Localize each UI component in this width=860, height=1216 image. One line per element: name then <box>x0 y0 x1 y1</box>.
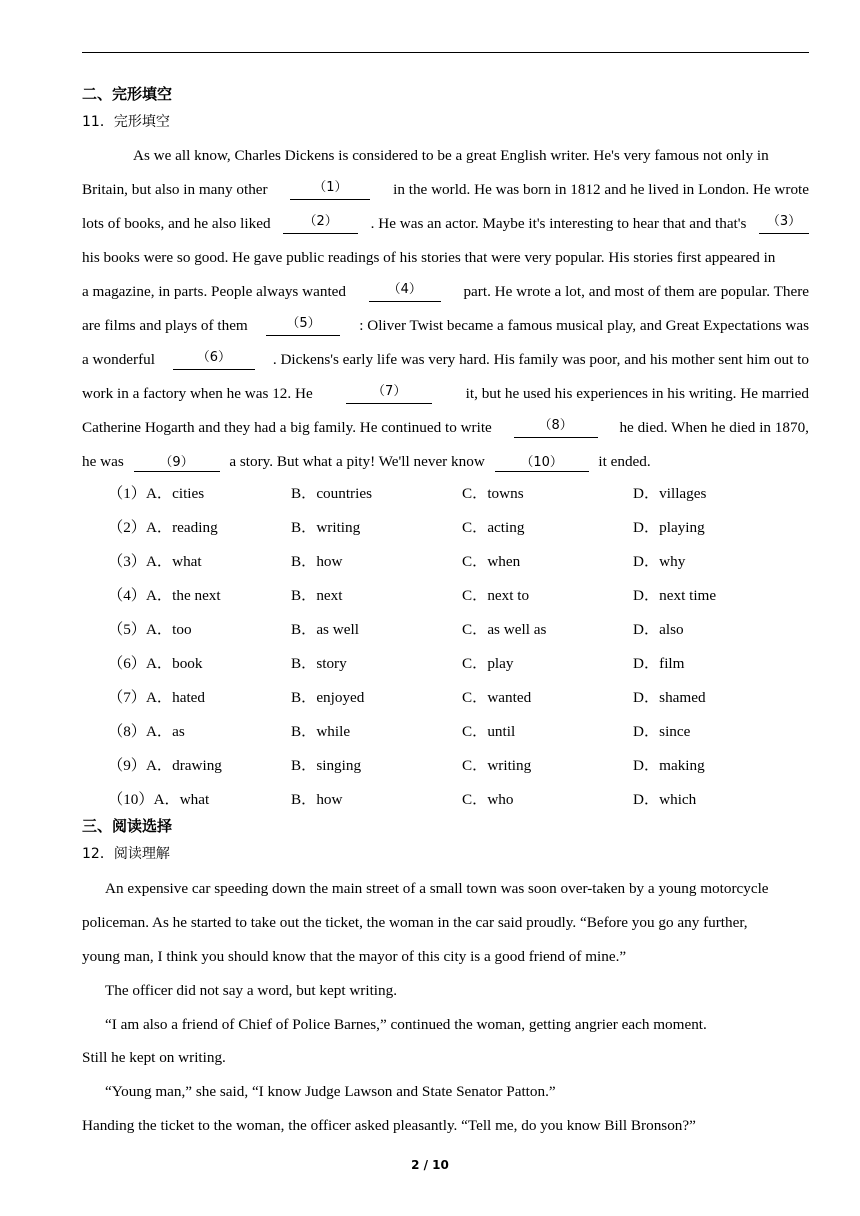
passage-line: lots of books, and he also liked （2） . He was an actor. Maybe it's interesting to hear that and that's （3） <box>82 214 809 234</box>
passage-line: a wonderful （6） . Dickens's early life was very hard. His family was poor, and his mother sent him out to <box>82 350 809 368</box>
passage-line: are films and plays of them （5） : Oliver Twist became a famous musical play, and Great Expectations was <box>82 316 809 334</box>
option-a[interactable]: （8）A．as <box>108 723 185 740</box>
option-d[interactable]: D．villages <box>633 485 707 502</box>
option-b[interactable]: B．how <box>291 791 343 808</box>
option-c[interactable]: C．writing <box>462 757 532 774</box>
option-b[interactable]: B．story <box>291 655 347 672</box>
option-a[interactable]: （3）A．what <box>108 553 202 570</box>
option-d[interactable]: D．film <box>633 655 685 672</box>
option-b[interactable]: B．next <box>291 587 343 604</box>
reading-line: “Young man,” she said, “I know Judge Lawson and State Senator Patton.” <box>105 1083 556 1100</box>
option-a[interactable]: （10）A．what <box>108 791 210 808</box>
passage-line: Britain, but also in many other （1） in the world. He was born in 1812 and he lived in London. He wrote <box>82 180 809 198</box>
header-rule <box>82 52 809 53</box>
option-a[interactable]: （5）A．too <box>108 621 192 638</box>
option-a[interactable]: （2）A．reading <box>108 519 218 536</box>
reading-line: policeman. As he started to take out the ticket, the woman in the car said proudly. “Before you go any further, <box>82 914 748 931</box>
question-label-11: 11．完形填空 <box>82 114 170 130</box>
blank-9: （9） <box>134 455 220 472</box>
option-a[interactable]: （9）A．drawing <box>108 757 222 774</box>
option-d[interactable]: D．shamed <box>633 689 706 706</box>
option-d[interactable]: D．which <box>633 791 697 808</box>
option-b[interactable]: B．while <box>291 723 351 740</box>
option-b[interactable]: B．singing <box>291 757 362 774</box>
option-d[interactable]: D．next time <box>633 587 717 604</box>
blank-10: （10） <box>495 455 589 472</box>
blank-3: （3） <box>759 214 809 234</box>
option-d[interactable]: D．why <box>633 553 686 570</box>
passage-line: he was （9） a story. But what a pity! We'll never know （10） it ended. <box>82 453 651 470</box>
reading-line: Handing the ticket to the woman, the officer asked pleasantly. “Tell me, do you know Bill Bronson?” <box>82 1117 696 1134</box>
blank-6: （6） <box>173 350 255 370</box>
option-d[interactable]: D．also <box>633 621 684 638</box>
section-title-reading: 三、阅读选择 <box>82 817 173 835</box>
question-label-12: 12．阅读理解 <box>82 846 170 862</box>
reading-line: Still he kept on writing. <box>82 1049 226 1066</box>
passage-line: Catherine Hogarth and they had a big family. He continued to write （8） he died. When he died in 1870, <box>82 418 809 436</box>
passage-line: his books were so good. He gave public readings of his stories that were very popular. His stories first appeared in <box>82 249 776 266</box>
blank-8: （8） <box>514 418 598 438</box>
option-c[interactable]: C．play <box>462 655 514 672</box>
blank-7: （7） <box>346 384 432 404</box>
blank-5: （5） <box>266 316 340 336</box>
reading-line: The officer did not say a word, but kept writing. <box>105 982 398 999</box>
passage-line: a magazine, in parts. People always wanted （4） part. He wrote a lot, and most of them are popular. There <box>82 282 809 300</box>
reading-line: An expensive car speeding down the main street of a small town was soon over-taken by a young motorcycle <box>105 880 769 897</box>
option-d[interactable]: D．playing <box>633 519 705 536</box>
option-a[interactable]: （7）A．hated <box>108 689 206 706</box>
blank-1: （1） <box>290 180 370 200</box>
option-b[interactable]: B．as well <box>291 621 359 638</box>
section-title-cloze: 二、完形填空 <box>82 85 173 103</box>
option-b[interactable]: B．enjoyed <box>291 689 365 706</box>
option-c[interactable]: C．acting <box>462 519 525 536</box>
blank-2: （2） <box>283 214 358 234</box>
reading-line: “I am also a friend of Chief of Police Barnes,” continued the woman, getting angrier each moment. <box>105 1016 707 1033</box>
option-c[interactable]: C．wanted <box>462 689 532 706</box>
option-d[interactable]: D．since <box>633 723 691 740</box>
option-c[interactable]: C．as well as <box>462 621 547 638</box>
option-c[interactable]: C．when <box>462 553 521 570</box>
option-c[interactable]: C．towns <box>462 485 524 502</box>
option-c[interactable]: C．next to <box>462 587 530 604</box>
page-number: 2 / 10 <box>411 1158 449 1172</box>
option-d[interactable]: D．making <box>633 757 705 774</box>
option-b[interactable]: B．writing <box>291 519 361 536</box>
option-a[interactable]: （6）A．book <box>108 655 203 672</box>
option-a[interactable]: （1）A．cities <box>108 485 205 502</box>
passage-line: work in a factory when he was 12. He （7） it, but he used his experiences in his writing. He married <box>82 384 809 402</box>
reading-line: young man, I think you should know that the mayor of this city is a good friend of mine.” <box>82 948 627 965</box>
option-b[interactable]: B．countries <box>291 485 372 502</box>
option-b[interactable]: B．how <box>291 553 343 570</box>
option-c[interactable]: C．until <box>462 723 516 740</box>
option-a[interactable]: （4）A．the next <box>108 587 221 604</box>
passage-line: As we all know, Charles Dickens is considered to be a great English writer. He's very famous not only in <box>133 147 769 164</box>
option-c[interactable]: C．who <box>462 791 514 808</box>
blank-4: （4） <box>369 282 441 302</box>
